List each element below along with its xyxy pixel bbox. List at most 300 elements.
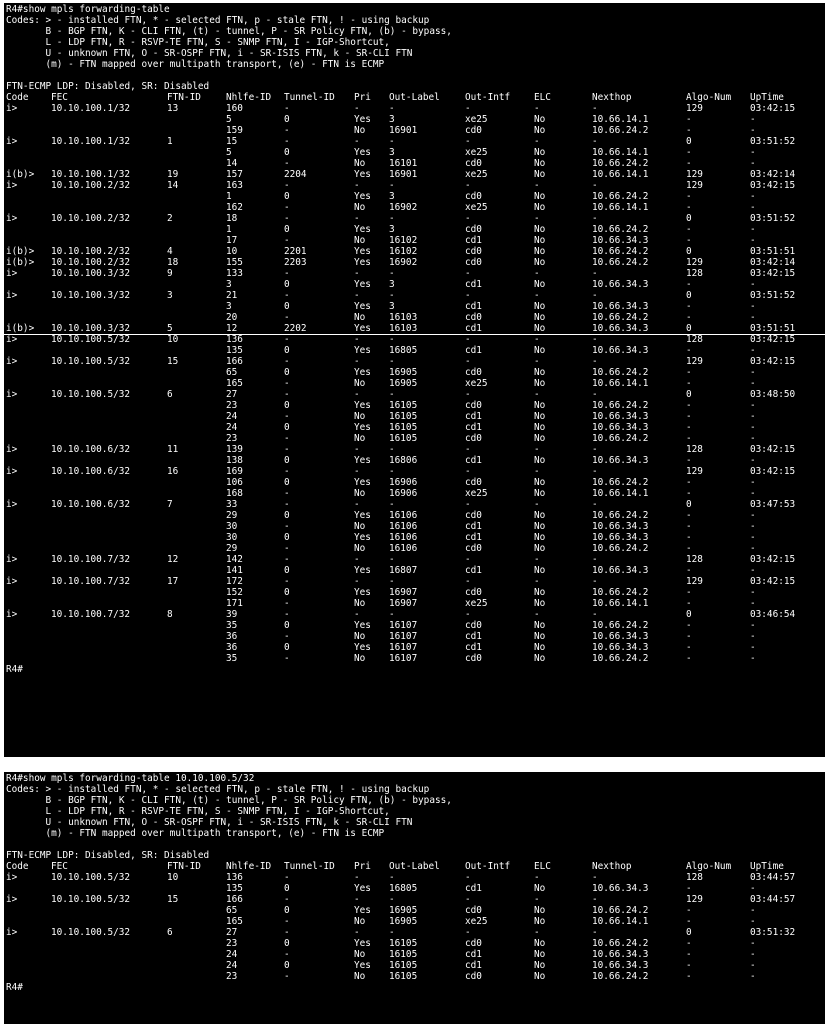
- cell-out-intf: cd1: [465, 565, 482, 576]
- cell-algo-num: -: [686, 971, 692, 982]
- codes-legend-line: B - BGP FTN, K - CLI FTN, (t) - tunnel, P - SR Policy FTN, (b) - bypass,: [6, 795, 452, 806]
- cell-fec: 10.10.100.3/32: [51, 323, 131, 334]
- cell-tunnel-id: -: [284, 576, 290, 587]
- cell-out-intf: -: [465, 356, 471, 367]
- column-header-out-intf: Out-Intf: [465, 92, 511, 103]
- cell-elc: No: [534, 312, 546, 323]
- table-row: [4, 367, 825, 378]
- cell-ftn-id: 6: [167, 927, 173, 938]
- cell-ftn-id: 14: [167, 180, 179, 191]
- cell-nexthop: 10.66.34.3: [592, 642, 649, 653]
- cell-out-label: 3: [389, 279, 395, 290]
- cell-nhlfe-id: 1: [226, 191, 232, 202]
- cell-fec: 10.10.100.5/32: [51, 927, 131, 938]
- cell-fec: 10.10.100.1/32: [51, 103, 131, 114]
- cell-elc: -: [534, 389, 540, 400]
- cell-out-intf: -: [465, 180, 471, 191]
- cell-pri: Yes: [354, 323, 371, 334]
- cell-algo-num: -: [686, 125, 692, 136]
- cell-uptime: 03:42:14: [750, 257, 796, 268]
- cell-pri: No: [354, 971, 366, 982]
- cell-uptime: -: [750, 521, 756, 532]
- cell-out-label: -: [389, 136, 395, 147]
- cell-algo-num: 0: [686, 213, 692, 224]
- cell-out-label: -: [389, 213, 395, 224]
- cell-pri: No: [354, 631, 366, 642]
- cell-algo-num: 129: [686, 894, 703, 905]
- cell-algo-num: -: [686, 345, 692, 356]
- cell-elc: No: [534, 246, 546, 257]
- cell-pri: -: [354, 872, 360, 883]
- table-row: [4, 378, 825, 389]
- cell-elc: No: [534, 905, 546, 916]
- cell-algo-num: 128: [686, 872, 703, 883]
- cell-out-intf: cd1: [465, 411, 482, 422]
- cell-pri: Yes: [354, 400, 371, 411]
- table-row: [4, 894, 825, 905]
- table-row: [4, 916, 825, 927]
- cell-fec: 10.10.100.3/32: [51, 268, 131, 279]
- cell-out-label: 16105: [389, 971, 418, 982]
- cell-nexthop: 10.66.34.3: [592, 521, 649, 532]
- cell-algo-num: -: [686, 312, 692, 323]
- table-row: [4, 411, 825, 422]
- codes-legend-line: (m) - FTN mapped over multipath transport, (e) - FTN is ECMP: [6, 828, 385, 839]
- cell-tunnel-id: -: [284, 180, 290, 191]
- cell-fec: 10.10.100.3/32: [51, 290, 131, 301]
- cell-uptime: -: [750, 620, 756, 631]
- column-header-nexthop: Nexthop: [592, 861, 632, 872]
- cell-ftn-id: 10: [167, 334, 179, 345]
- cell-algo-num: -: [686, 279, 692, 290]
- cell-nhlfe-id: 136: [226, 334, 243, 345]
- cell-pri: No: [354, 543, 366, 554]
- codes-legend-line: U - unknown FTN, O - SR-OSPF FTN, i - SR-ISIS FTN, k - SR-CLI FTN: [6, 817, 413, 828]
- cell-algo-num: -: [686, 938, 692, 949]
- table-row: [4, 422, 825, 433]
- cell-uptime: 03:51:52: [750, 213, 796, 224]
- column-header-tunnel-id: Tunnel-ID: [284, 861, 335, 872]
- cell-uptime: -: [750, 532, 756, 543]
- cell-elc: No: [534, 960, 546, 971]
- cell-nhlfe-id: 168: [226, 488, 243, 499]
- cell-out-label: 16101: [389, 158, 418, 169]
- cell-elc: No: [534, 378, 546, 389]
- cell-ftn-id: 8: [167, 609, 173, 620]
- cell-out-label: -: [389, 872, 395, 883]
- cell-out-intf: xe25: [465, 378, 488, 389]
- cell-elc: No: [534, 125, 546, 136]
- cell-uptime: -: [750, 147, 756, 158]
- cell-nexthop: -: [592, 103, 598, 114]
- cell-uptime: -: [750, 905, 756, 916]
- cell-out-label: 16107: [389, 620, 418, 631]
- codes-legend-line: U - unknown FTN, O - SR-OSPF FTN, i - SR-ISIS FTN, k - SR-CLI FTN: [6, 48, 413, 59]
- cell-out-intf: -: [465, 213, 471, 224]
- cell-nexthop: -: [592, 334, 598, 345]
- cell-uptime: -: [750, 279, 756, 290]
- cell-code: i>: [6, 499, 18, 510]
- cell-nexthop: -: [592, 499, 598, 510]
- cell-nexthop: 10.66.34.3: [592, 631, 649, 642]
- cell-out-intf: cd0: [465, 400, 482, 411]
- cell-elc: No: [534, 883, 546, 894]
- cell-out-label: 16902: [389, 257, 418, 268]
- cell-uptime: 03:46:54: [750, 609, 796, 620]
- cell-uptime: 03:51:51: [750, 323, 796, 334]
- cell-out-intf: cd1: [465, 235, 482, 246]
- cell-pri: -: [354, 136, 360, 147]
- cell-out-label: 16901: [389, 169, 418, 180]
- cell-uptime: -: [750, 433, 756, 444]
- cell-out-intf: cd1: [465, 345, 482, 356]
- cell-nexthop: 10.66.24.2: [592, 543, 649, 554]
- cell-algo-num: -: [686, 883, 692, 894]
- table-row: [4, 971, 825, 982]
- cell-ftn-id: 2: [167, 213, 173, 224]
- cell-pri: Yes: [354, 565, 371, 576]
- cell-nhlfe-id: 35: [226, 620, 238, 631]
- cell-pri: No: [354, 235, 366, 246]
- cell-nhlfe-id: 169: [226, 466, 243, 477]
- cell-nhlfe-id: 157: [226, 169, 243, 180]
- cell-out-intf: xe25: [465, 202, 488, 213]
- cell-pri: No: [354, 598, 366, 609]
- table-header: [4, 861, 825, 872]
- table-row: [4, 587, 825, 598]
- cell-elc: -: [534, 927, 540, 938]
- cell-out-intf: cd1: [465, 631, 482, 642]
- cell-elc: -: [534, 499, 540, 510]
- cell-pri: No: [354, 916, 366, 927]
- table-row: [4, 883, 825, 894]
- cell-out-intf: cd1: [465, 949, 482, 960]
- table-row: [4, 960, 825, 971]
- cell-nhlfe-id: 14: [226, 158, 238, 169]
- cell-out-label: 16107: [389, 653, 418, 664]
- cell-algo-num: -: [686, 653, 692, 664]
- cell-fec: 10.10.100.5/32: [51, 334, 131, 345]
- cell-uptime: -: [750, 378, 756, 389]
- cell-out-intf: -: [465, 554, 471, 565]
- cell-code: i>: [6, 268, 18, 279]
- table-row: [4, 631, 825, 642]
- cell-code: i(b)>: [6, 257, 35, 268]
- column-header-algo-num: Algo-Num: [686, 92, 732, 103]
- cell-out-label: 16105: [389, 400, 418, 411]
- cell-nexthop: -: [592, 609, 598, 620]
- cell-algo-num: -: [686, 433, 692, 444]
- cell-algo-num: -: [686, 949, 692, 960]
- column-header-out-label: Out-Label: [389, 861, 440, 872]
- cell-out-label: 16103: [389, 312, 418, 323]
- cell-nhlfe-id: 33: [226, 499, 238, 510]
- cell-out-intf: -: [465, 389, 471, 400]
- cell-elc: No: [534, 169, 546, 180]
- cell-nexthop: 10.66.24.2: [592, 477, 649, 488]
- table-row: [4, 938, 825, 949]
- cell-tunnel-id: -: [284, 378, 290, 389]
- cell-uptime: -: [750, 114, 756, 125]
- column-header-out-intf: Out-Intf: [465, 861, 511, 872]
- cell-pri: Yes: [354, 345, 371, 356]
- cell-out-label: 16105: [389, 433, 418, 444]
- cell-out-intf: -: [465, 268, 471, 279]
- cell-nhlfe-id: 24: [226, 422, 238, 433]
- cell-out-intf: -: [465, 290, 471, 301]
- cell-out-intf: cd0: [465, 938, 482, 949]
- cell-out-intf: -: [465, 334, 471, 345]
- cell-nexthop: 10.66.24.2: [592, 191, 649, 202]
- cell-tunnel-id: -: [284, 389, 290, 400]
- cell-nexthop: 10.66.34.3: [592, 532, 649, 543]
- cell-pri: Yes: [354, 883, 371, 894]
- cell-out-label: 16905: [389, 916, 418, 927]
- cell-pri: -: [354, 290, 360, 301]
- cell-tunnel-id: 0: [284, 224, 290, 235]
- cell-tunnel-id: -: [284, 499, 290, 510]
- cell-code: i>: [6, 576, 18, 587]
- cell-tunnel-id: -: [284, 609, 290, 620]
- cell-nhlfe-id: 3: [226, 279, 232, 290]
- cell-algo-num: -: [686, 543, 692, 554]
- cell-nexthop: 10.66.14.1: [592, 598, 649, 609]
- cell-nexthop: -: [592, 894, 598, 905]
- cell-pri: Yes: [354, 169, 371, 180]
- cell-fec: 10.10.100.1/32: [51, 169, 131, 180]
- cell-uptime: 03:44:57: [750, 894, 796, 905]
- cell-algo-num: 128: [686, 334, 703, 345]
- cell-uptime: -: [750, 949, 756, 960]
- cell-nhlfe-id: 23: [226, 433, 238, 444]
- cell-nexthop: 10.66.14.1: [592, 378, 649, 389]
- cell-uptime: -: [750, 158, 756, 169]
- cell-uptime: -: [750, 883, 756, 894]
- column-header-uptime: UpTime: [750, 92, 784, 103]
- table-row: [4, 620, 825, 631]
- cell-out-intf: -: [465, 609, 471, 620]
- cell-tunnel-id: 2203: [284, 257, 307, 268]
- cell-out-label: 3: [389, 147, 395, 158]
- cell-nexthop: 10.66.34.3: [592, 279, 649, 290]
- cell-fec: 10.10.100.2/32: [51, 257, 131, 268]
- cell-out-intf: -: [465, 466, 471, 477]
- cell-tunnel-id: -: [284, 158, 290, 169]
- cell-tunnel-id: -: [284, 334, 290, 345]
- cell-uptime: -: [750, 455, 756, 466]
- cell-algo-num: -: [686, 510, 692, 521]
- cell-tunnel-id: -: [284, 202, 290, 213]
- cell-elc: -: [534, 213, 540, 224]
- cell-nhlfe-id: 23: [226, 971, 238, 982]
- cell-algo-num: -: [686, 521, 692, 532]
- cell-nexthop: 10.66.34.3: [592, 235, 649, 246]
- cell-elc: -: [534, 466, 540, 477]
- cell-nhlfe-id: 21: [226, 290, 238, 301]
- table-row: [4, 290, 825, 301]
- cell-elc: No: [534, 411, 546, 422]
- cell-fec: 10.10.100.6/32: [51, 466, 131, 477]
- cell-elc: No: [534, 367, 546, 378]
- cell-nhlfe-id: 23: [226, 400, 238, 411]
- cell-nhlfe-id: 155: [226, 257, 243, 268]
- cell-uptime: -: [750, 411, 756, 422]
- cell-elc: No: [534, 510, 546, 521]
- cell-out-label: 16106: [389, 510, 418, 521]
- cell-nhlfe-id: 36: [226, 642, 238, 653]
- cell-nexthop: 10.66.24.2: [592, 312, 649, 323]
- cell-pri: -: [354, 356, 360, 367]
- cell-tunnel-id: -: [284, 894, 290, 905]
- cell-uptime: -: [750, 477, 756, 488]
- cell-nhlfe-id: 163: [226, 180, 243, 191]
- cell-algo-num: 129: [686, 356, 703, 367]
- cell-elc: -: [534, 136, 540, 147]
- cell-pri: -: [354, 268, 360, 279]
- cell-algo-num: -: [686, 411, 692, 422]
- cell-out-intf: cd1: [465, 960, 482, 971]
- cell-pri: Yes: [354, 114, 371, 125]
- cell-algo-num: 0: [686, 927, 692, 938]
- column-header-elc: ELC: [534, 92, 551, 103]
- cell-uptime: 03:48:50: [750, 389, 796, 400]
- cell-pri: Yes: [354, 367, 371, 378]
- cell-out-label: -: [389, 268, 395, 279]
- cell-fec: 10.10.100.6/32: [51, 444, 131, 455]
- cell-out-label: -: [389, 290, 395, 301]
- cell-nhlfe-id: 136: [226, 872, 243, 883]
- cell-pri: No: [354, 411, 366, 422]
- cell-code: i(b)>: [6, 169, 35, 180]
- cell-elc: No: [534, 235, 546, 246]
- cell-pri: Yes: [354, 510, 371, 521]
- cell-uptime: 03:44:57: [750, 872, 796, 883]
- cell-algo-num: 0: [686, 499, 692, 510]
- cell-nexthop: 10.66.24.2: [592, 653, 649, 664]
- cell-out-intf: cd1: [465, 422, 482, 433]
- cell-tunnel-id: -: [284, 444, 290, 455]
- cell-uptime: -: [750, 367, 756, 378]
- cell-out-label: 16105: [389, 422, 418, 433]
- cell-uptime: -: [750, 345, 756, 356]
- status-line: FTN-ECMP LDP: Disabled, SR: Disabled: [6, 850, 210, 861]
- cell-nhlfe-id: 159: [226, 125, 243, 136]
- cell-tunnel-id: 0: [284, 301, 290, 312]
- cell-elc: No: [534, 620, 546, 631]
- cell-code: i>: [6, 213, 18, 224]
- cell-fec: 10.10.100.7/32: [51, 576, 131, 587]
- table-row: [4, 356, 825, 367]
- cell-pri: No: [354, 312, 366, 323]
- column-header-out-label: Out-Label: [389, 92, 440, 103]
- cell-uptime: 03:51:52: [750, 290, 796, 301]
- table-row: [4, 653, 825, 664]
- cell-nexthop: 10.66.34.3: [592, 883, 649, 894]
- cell-out-intf: -: [465, 136, 471, 147]
- cell-pri: Yes: [354, 587, 371, 598]
- cell-out-intf: cd0: [465, 191, 482, 202]
- cell-algo-num: -: [686, 565, 692, 576]
- cell-out-label: 16105: [389, 411, 418, 422]
- cell-out-intf: -: [465, 872, 471, 883]
- cell-out-intf: xe25: [465, 916, 488, 927]
- cell-fec: 10.10.100.7/32: [51, 609, 131, 620]
- cell-tunnel-id: -: [284, 872, 290, 883]
- cell-out-intf: -: [465, 444, 471, 455]
- cell-tunnel-id: 2204: [284, 169, 307, 180]
- cell-uptime: -: [750, 301, 756, 312]
- column-header-ftn-id: FTN-ID: [167, 92, 201, 103]
- cell-out-intf: xe25: [465, 488, 488, 499]
- cell-algo-num: -: [686, 147, 692, 158]
- cell-nhlfe-id: 10: [226, 246, 238, 257]
- cell-pri: -: [354, 576, 360, 587]
- cell-nhlfe-id: 17: [226, 235, 238, 246]
- cell-nexthop: 10.66.24.2: [592, 125, 649, 136]
- cell-out-label: 16105: [389, 960, 418, 971]
- cell-pri: Yes: [354, 422, 371, 433]
- cell-pri: Yes: [354, 905, 371, 916]
- cell-algo-num: -: [686, 642, 692, 653]
- cell-algo-num: -: [686, 532, 692, 543]
- cell-pri: No: [354, 653, 366, 664]
- cell-nhlfe-id: 139: [226, 444, 243, 455]
- cell-uptime: -: [750, 488, 756, 499]
- cell-out-intf: cd1: [465, 521, 482, 532]
- cell-tunnel-id: -: [284, 631, 290, 642]
- cell-uptime: -: [750, 653, 756, 664]
- terminal-window-filtered-table[interactable]: [4, 772, 825, 1024]
- cell-elc: No: [534, 521, 546, 532]
- cell-nhlfe-id: 24: [226, 960, 238, 971]
- cell-ftn-id: 19: [167, 169, 179, 180]
- cell-algo-num: -: [686, 191, 692, 202]
- cell-elc: No: [534, 455, 546, 466]
- cell-out-intf: cd0: [465, 543, 482, 554]
- cell-out-intf: cd0: [465, 224, 482, 235]
- cell-tunnel-id: -: [284, 411, 290, 422]
- column-header-code: Code: [6, 861, 29, 872]
- cell-code: i>: [6, 609, 18, 620]
- table-row: [4, 872, 825, 883]
- terminal-window-full-table[interactable]: [4, 3, 825, 757]
- cell-uptime: 03:42:15: [750, 466, 796, 477]
- cell-out-intf: cd1: [465, 532, 482, 543]
- cell-nexthop: 10.66.34.3: [592, 565, 649, 576]
- codes-legend-line: (m) - FTN mapped over multipath transport, (e) - FTN is ECMP: [6, 59, 385, 70]
- cell-elc: No: [534, 642, 546, 653]
- cell-algo-num: 129: [686, 257, 703, 268]
- cell-elc: No: [534, 433, 546, 444]
- cell-uptime: -: [750, 642, 756, 653]
- cell-uptime: 03:42:15: [750, 103, 796, 114]
- cell-uptime: -: [750, 971, 756, 982]
- cell-code: i>: [6, 444, 18, 455]
- cell-nhlfe-id: 15: [226, 136, 238, 147]
- cell-tunnel-id: 0: [284, 938, 290, 949]
- cell-tunnel-id: 0: [284, 455, 290, 466]
- cell-algo-num: 129: [686, 466, 703, 477]
- cell-nhlfe-id: 65: [226, 367, 238, 378]
- cell-elc: -: [534, 872, 540, 883]
- codes-legend-line: Codes: > - installed FTN, * - selected FTN, p - stale FTN, ! - using backup: [6, 784, 430, 795]
- cell-out-label: 16807: [389, 565, 418, 576]
- cell-algo-num: 129: [686, 576, 703, 587]
- cell-tunnel-id: 0: [284, 114, 290, 125]
- cell-nhlfe-id: 5: [226, 147, 232, 158]
- cell-algo-num: -: [686, 477, 692, 488]
- cell-out-intf: cd0: [465, 971, 482, 982]
